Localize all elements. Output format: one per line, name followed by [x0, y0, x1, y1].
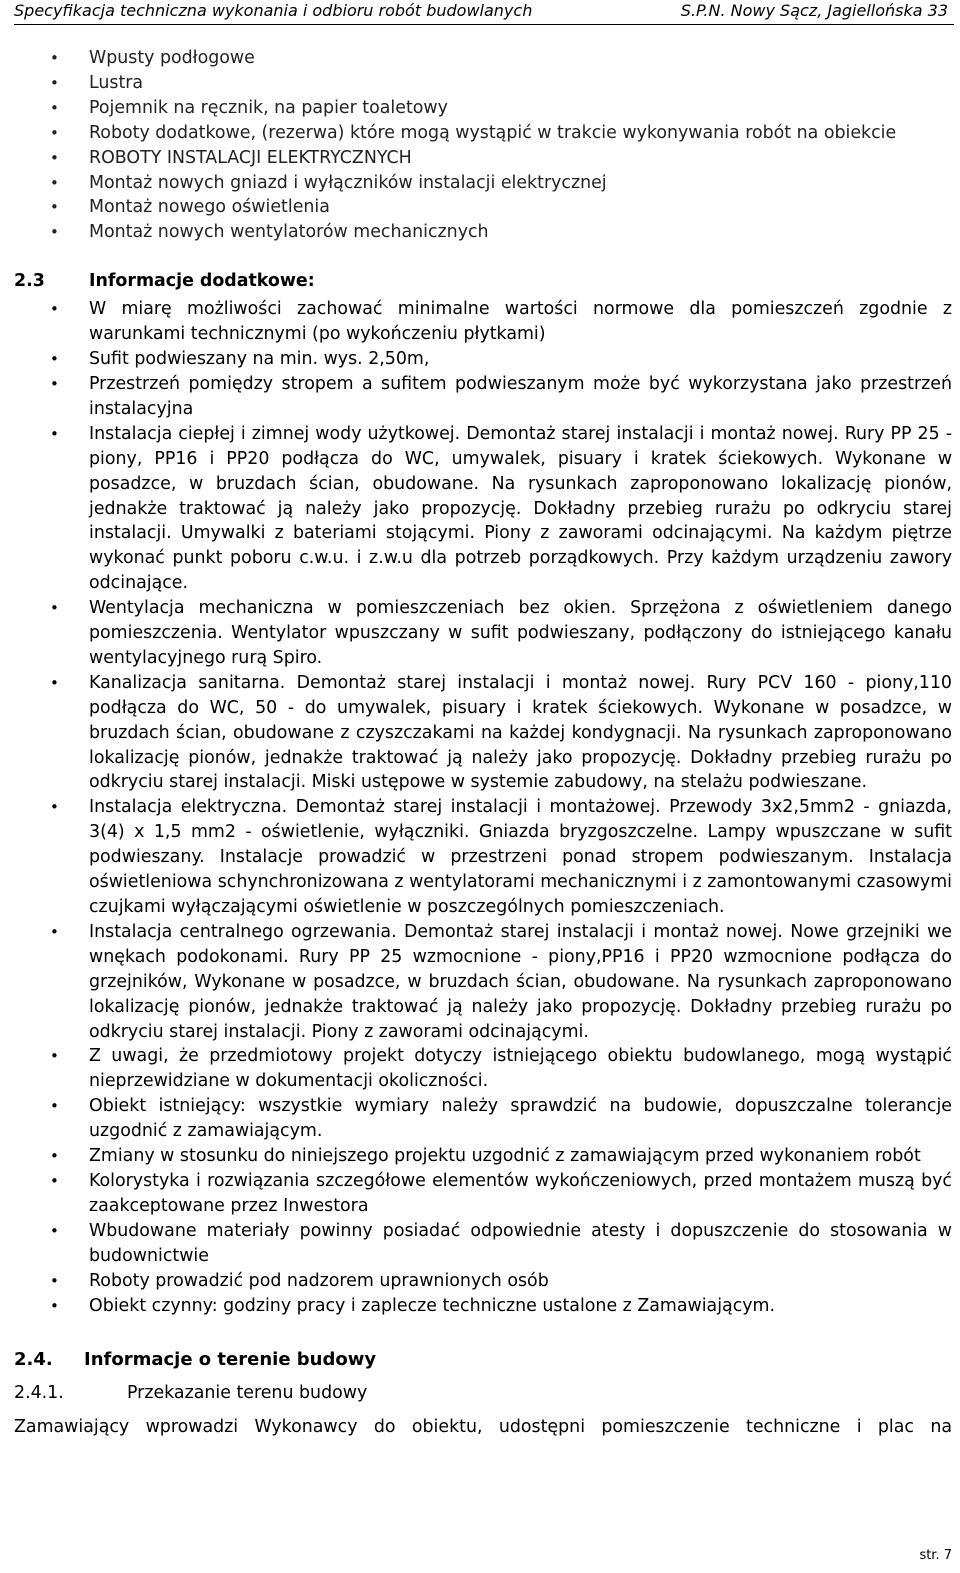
list-item: • Sufit podwieszany na min. wys. 2,50m,: [14, 347, 952, 372]
header-document-title: Specyfikacja techniczna wykonania i odbioru robót budowlanych: [14, 1, 533, 20]
list-item: • Pojemnik na ręcznik, na papier toaletowy: [14, 96, 952, 121]
page-number: str. 7: [919, 1548, 952, 1563]
section-heading-2-3: [14, 269, 952, 295]
list-item: • Wpusty podłogowe: [14, 46, 952, 71]
list-item: • ROBOTY INSTALACJI ELEKTRYCZNYCH: [14, 146, 952, 171]
works-list: [14, 46, 952, 245]
list-item: • Obiekt czynny: godziny pracy i zaplecze techniczne ustalone z Zamawiającym.: [14, 1294, 952, 1319]
page-header: [14, 0, 954, 25]
closing-paragraph: Zamawiający wprowadzi Wykonawcy do obiektu, udostępni pomieszczenie techniczne i plac na: [14, 1417, 952, 1438]
section-title: Informacje o terenie budowy: [84, 1349, 377, 1371]
section-heading-2-4: [14, 1349, 952, 1375]
additional-info-list: [14, 297, 952, 1318]
list-item: • Instalacja elektryczna. Demontaż starej instalacji i montażowej. Przewody 3x2,5mm2 - gniazda, 3(4) x 1,5 mm2 - oświetlenie, wyłączniki. Gniazda bryzgoszczelne. Lampy wpuszczane w sufit podwieszany. Instalacje prowadzić w przestrzeni ponad stropem podwieszanym. Instalacja oświetleniowa schynchronizowana z wentylatorami mechanicznymi i z zamontowanymi czasowymi czujkami wyłączającymi oświetlenie w poszczególnych pomieszczeniach.: [14, 795, 952, 920]
list-item: • Montaż nowych wentylatorów mechanicznych: [14, 220, 952, 245]
list-item: • Lustra: [14, 71, 952, 96]
list-item: • Z uwagi, że przedmiotowy projekt dotyczy istniejącego obiektu budowlanego, mogą wystąpić nieprzewidziane w dokumentacji okoliczności.: [14, 1044, 952, 1094]
list-item: • Wentylacja mechaniczna w pomieszczeniach bez okien. Sprzężona z oświetleniem danego pomieszczenia. Wentylator wpuszczany w sufit podwieszany, podłączony do istniejącego kanału wentylacyjnego rurą Spiro.: [14, 596, 952, 671]
list-item: • Przestrzeń pomiędzy stropem a sufitem podwieszanym może być wykorzystana jako przestrzeń instalacyjna: [14, 372, 952, 422]
list-item: • Wbudowane materiały powinny posiadać odpowiednie atesty i dopuszczenie do stosowania w budownictwie: [14, 1219, 952, 1269]
list-item: • Kolorystyka i rozwiązania szczegółowe elementów wykończeniowych, przed montażem muszą być zaakceptowane przez Inwestora: [14, 1169, 952, 1219]
section-number: 2.4.: [14, 1349, 53, 1371]
subsection-title: Przekazanie terenu budowy: [127, 1383, 368, 1404]
list-item: • Zmiany w stosunku do niniejszego projektu uzgodnić z zamawiającym przed wykonaniem robót: [14, 1144, 952, 1169]
section-title: Informacje dodatkowe:: [89, 271, 315, 292]
list-item: • Instalacja ciepłej i zimnej wody użytkowej. Demontaż starej instalacji i montaż nowej. Rury PP 25 - piony, PP16 i PP20 podłącza do WC, umywalek, pisuary i kratek ściekowych. Wykonane w posadzce, w bruzdach ścian, obudowane. Na rysunkach zaproponowano lokalizację pionów, jednakże traktować ją należy jako propozycję. Dokładny przebieg rurażu po odkryciu starej instalacji. Umywalki z bateriami stojącymi. Piony z zaworami odcinającymi. Na każdym piętrze wykonać punkt poboru c.w.u. i z.w.u dla potrzeb porządkowych. Przy każdym urządzeniu zawory odcinające.: [14, 422, 952, 596]
list-item: • Kanalizacja sanitarna. Demontaż starej instalacji i montaż nowej. Rury PCV 160 - piony,110 podłącza do WC, 50 - do umywalek, pisuary i kratek ściekowych. Wykonane w posadzce, w bruzdach ścian, obudowane z czyszczakami na każdej kondygnacji. Na rysunkach zaproponowano lokalizację pionów, jednakże traktować ją należy jako propozycję. Dokładny przebieg rurażu po odkryciu starej instalacji. Miski ustępowe w systemie zabudowy, na stelażu podwieszane.: [14, 671, 952, 796]
list-item: • Roboty prowadzić pod nadzorem uprawnionych osób: [14, 1269, 952, 1294]
subsection-number: 2.4.1.: [14, 1383, 64, 1404]
subsection-heading-2-4-1: [14, 1383, 952, 1409]
list-item: • Montaż nowego oświetlenia: [14, 195, 952, 220]
list-item: • Instalacja centralnego ogrzewania. Demontaż starej instalacji i montaż nowej. Nowe grzejniki we wnękach podokonami. Rury PP 25 wzmocnione - piony,PP16 i PP20 wzmocnione podłącza do grzejników, Wykonane w posadzce, w bruzdach ścian, obudowane. Na rysunkach zaproponowano lokalizację pionów, jednakże traktować ją należy jako propozycję. Dokładny przebieg rurażu po odkryciu starej instalacji. Piony z zaworami odcinającymi.: [14, 920, 952, 1045]
list-item: • Roboty dodatkowe, (rezerwa) które mogą wystąpić w trakcie wykonywania robót na obiekcie: [14, 121, 952, 146]
page-body: [14, 46, 952, 1437]
header-project-address: S.P.N. Nowy Sącz, Jagiellońska 33: [680, 1, 948, 20]
list-item: • Obiekt istniejący: wszystkie wymiary należy sprawdzić na budowie, dopuszczalne tolerancje uzgodnić z zamawiającym.: [14, 1094, 952, 1144]
list-item: • W miarę możliwości zachować minimalne wartości normowe dla pomieszczeń zgodnie z warunkami technicznymi (po wykończeniu płytkami): [14, 297, 952, 347]
list-item: • Montaż nowych gniazd i wyłączników instalacji elektrycznej: [14, 171, 952, 196]
section-number: 2.3: [14, 271, 45, 292]
